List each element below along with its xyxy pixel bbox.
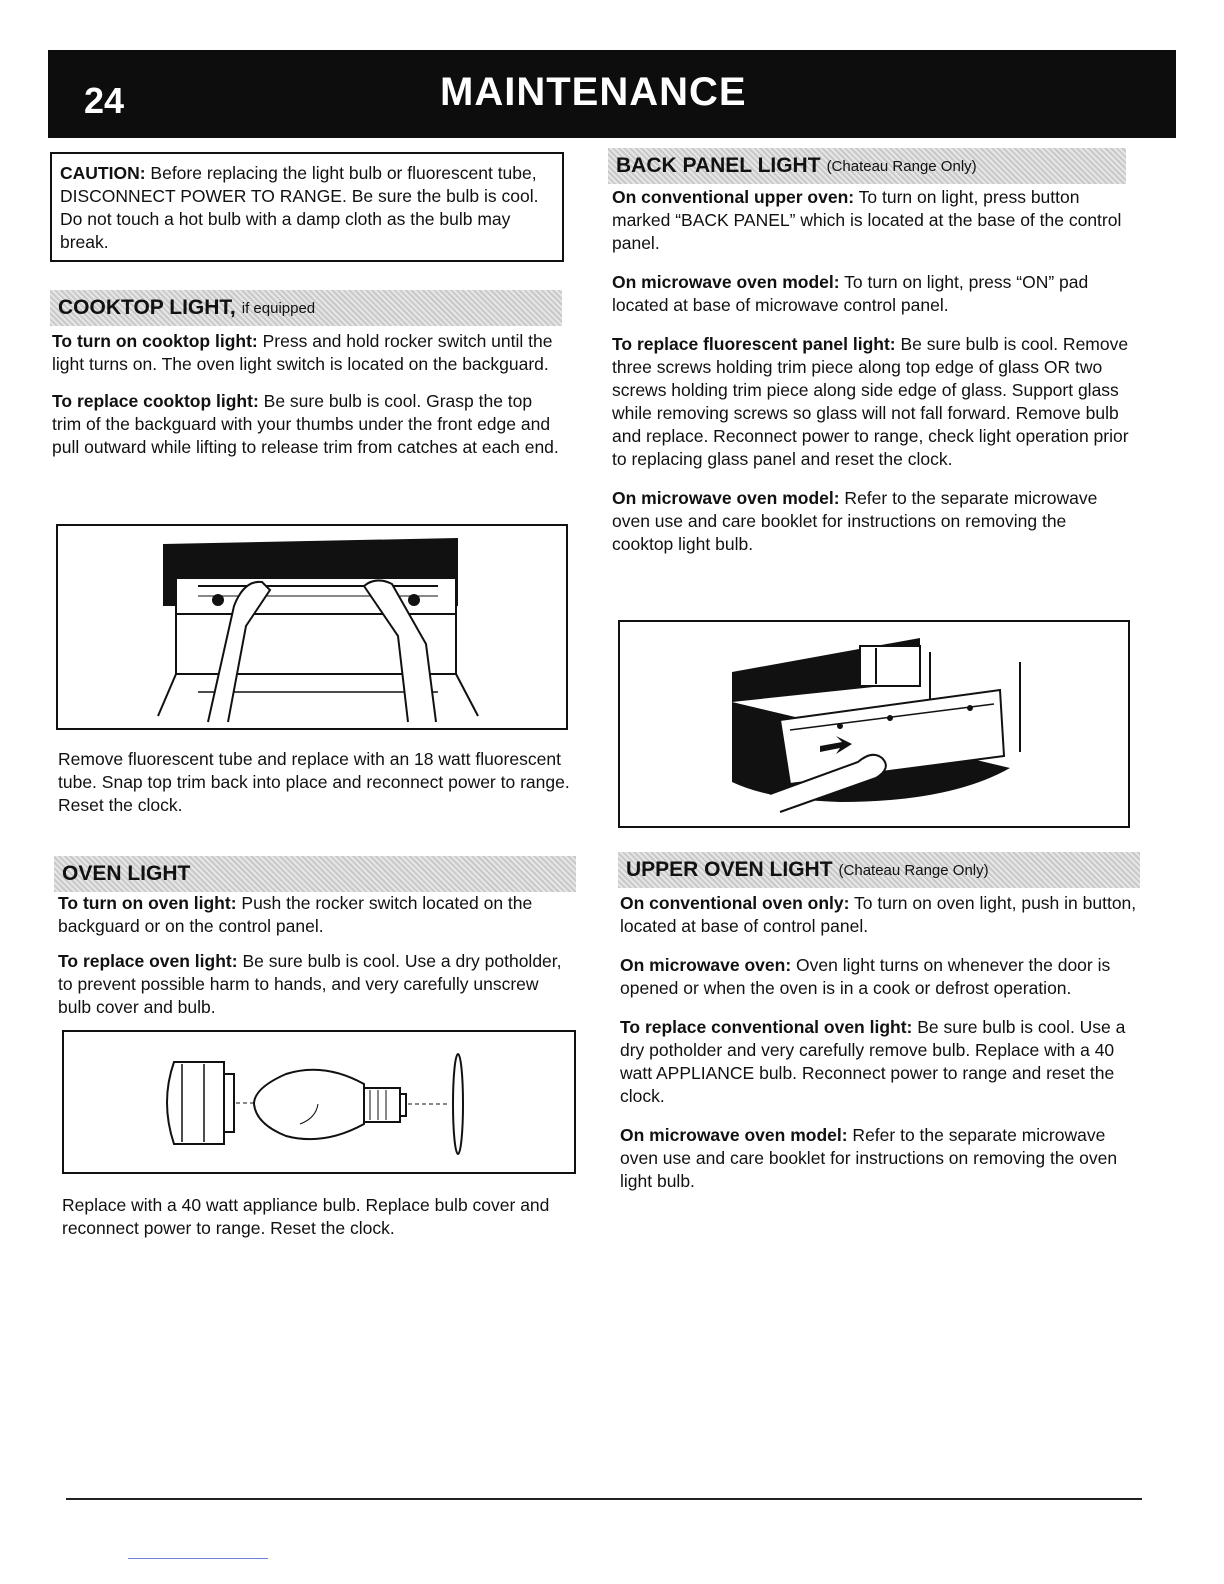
oven-replace-text: Be sure bulb is cool. Use a dry potholder, to prevent possible harm to hands, and very carefully unscrew bulb cover and bulb. bbox=[58, 951, 562, 1017]
oven-turn-on-label: To turn on oven light: bbox=[58, 893, 237, 913]
back-panel-microwave-refer-paragraph bbox=[612, 487, 1130, 556]
upper-oven-conventional-paragraph bbox=[620, 892, 1140, 938]
cooktop-light-heading bbox=[50, 290, 562, 326]
upper-oven-microwave-refer-label: On microwave oven model: bbox=[620, 1125, 848, 1145]
back-panel-heading-sub: (Chateau Range Only) bbox=[826, 157, 977, 175]
back-panel-light-figure bbox=[618, 620, 1130, 828]
cooktop-turn-on-label: To turn on cooktop light: bbox=[52, 331, 258, 351]
cooktop-heading-sub: if equipped bbox=[241, 299, 316, 317]
upper-oven-microwave-text: Oven light turns on whenever the door is opened or when the oven is in a cook or defrost operation. bbox=[620, 955, 1111, 998]
footer-rule bbox=[66, 1498, 1142, 1500]
back-panel-microwave-paragraph bbox=[612, 271, 1130, 317]
back-panel-conventional-label: On conventional upper oven: bbox=[612, 187, 855, 207]
oven-turn-on-text: Push the rocker switch located on the backguard or on the control panel. bbox=[58, 893, 533, 936]
oven-after-figure-text bbox=[62, 1194, 578, 1240]
upper-oven-microwave-refer-text: Refer to the separate microwave oven use and care booklet for instructions on removing the oven light bulb. bbox=[620, 1125, 1118, 1191]
back-panel-replace-paragraph bbox=[612, 333, 1130, 471]
cooktop-turn-on-paragraph bbox=[52, 330, 566, 376]
page-title: MAINTENANCE bbox=[440, 70, 747, 114]
cooktop-replace-paragraph bbox=[52, 390, 566, 459]
cooktop-after-figure-text bbox=[58, 748, 572, 817]
back-panel-conventional-text: To turn on light, press button marked “BACK PANEL” which is located at the base of the control panel. bbox=[612, 187, 1122, 253]
upper-oven-microwave-paragraph bbox=[620, 954, 1140, 1000]
upper-oven-conventional-label: On conventional oven only: bbox=[620, 893, 850, 913]
page-number: 24 bbox=[84, 80, 125, 121]
back-panel-replace-text: Be sure bulb is cool. Remove three screws holding trim piece along top edge of glass OR two screws holding trim piece along side edge of glass. Support glass while removing screws so glass will not fall forward. Remove bulb and replace. Reconnect power to range, check light operation prior to replacing glass panel and reset the clock. bbox=[612, 334, 1129, 469]
oven-turn-on-paragraph bbox=[58, 892, 574, 938]
upper-oven-text bbox=[620, 892, 1140, 1193]
back-panel-microwave-refer-label: On microwave oven model: bbox=[612, 488, 840, 508]
caution-text: Before replacing the light bulb or fluorescent tube, DISCONNECT POWER TO RANGE. Be sure the bulb is cool. Do not touch a hot bulb with a damp cloth as the bulb may break. bbox=[60, 163, 539, 252]
upper-oven-replace-label: To replace conventional oven light: bbox=[620, 1017, 913, 1037]
back-panel-text bbox=[612, 186, 1130, 556]
back-panel-replace-label: To replace fluorescent panel light: bbox=[612, 334, 896, 354]
back-panel-light-heading bbox=[608, 148, 1126, 184]
upper-oven-conventional-text: To turn on oven light, push in button, located at base of control panel. bbox=[620, 893, 1137, 936]
oven-light-heading bbox=[54, 856, 576, 892]
oven-replace-label: To replace oven light: bbox=[58, 951, 238, 971]
cooktop-light-figure bbox=[56, 524, 568, 730]
cooktop-turn-on-text: Press and hold rocker switch until the light turns on. The oven light switch is located on the backguard. bbox=[52, 331, 553, 374]
oven-bulb-figure bbox=[62, 1030, 576, 1174]
oven-light-heading-text: OVEN LIGHT bbox=[62, 862, 191, 885]
cooktop-replace-tube-paragraph: Remove fluorescent tube and replace with an 18 watt fluorescent tube. Snap top trim back into place and reconnect power to range. Reset the clock. bbox=[58, 749, 570, 815]
upper-oven-replace-text: Be sure bulb is cool. Use a dry potholder and very carefully remove bulb. Replace with a 40 watt APPLIANCE bulb. Reconnect power to range and reset the clock. bbox=[620, 1017, 1126, 1106]
upper-oven-heading-sub: (Chateau Range Only) bbox=[838, 861, 989, 879]
upper-oven-microwave-label: On microwave oven: bbox=[620, 955, 792, 975]
back-panel-illustration bbox=[620, 622, 1128, 826]
oven-replace-bulb-paragraph: Replace with a 40 watt appliance bulb. Replace bulb cover and reconnect power to range. Reset the clock. bbox=[62, 1195, 550, 1238]
caution-box bbox=[50, 152, 564, 262]
caution-label: CAUTION: bbox=[60, 163, 146, 183]
back-panel-heading-text: BACK PANEL LIGHT bbox=[616, 154, 821, 177]
back-panel-microwave-refer-text: Refer to the separate microwave oven use and care booklet for instructions on removing the cooktop light bulb. bbox=[612, 488, 1098, 554]
cooktop-heading-text: COOKTOP LIGHT, bbox=[58, 296, 236, 319]
backguard-illustration bbox=[58, 526, 566, 728]
footer-accent-rule bbox=[128, 1558, 268, 1559]
cooktop-text bbox=[52, 330, 566, 459]
upper-oven-microwave-refer-paragraph bbox=[620, 1124, 1140, 1193]
back-panel-conventional-paragraph bbox=[612, 186, 1130, 255]
bulb-illustration bbox=[64, 1032, 574, 1172]
oven-light-text bbox=[58, 892, 574, 1019]
cooktop-replace-label: To replace cooktop light: bbox=[52, 391, 259, 411]
cooktop-replace-text: Be sure bulb is cool. Grasp the top trim of the backguard with your thumbs under the front edge and pull outward while lifting to release trim from catches at each end. bbox=[52, 391, 559, 457]
oven-replace-paragraph bbox=[58, 950, 574, 1019]
upper-oven-heading-text: UPPER OVEN LIGHT bbox=[626, 858, 833, 881]
back-panel-microwave-text: To turn on light, press “ON” pad located at base of microwave control panel. bbox=[612, 272, 1089, 315]
upper-oven-light-heading bbox=[618, 852, 1140, 888]
back-panel-microwave-label: On microwave oven model: bbox=[612, 272, 840, 292]
upper-oven-replace-paragraph bbox=[620, 1016, 1140, 1108]
